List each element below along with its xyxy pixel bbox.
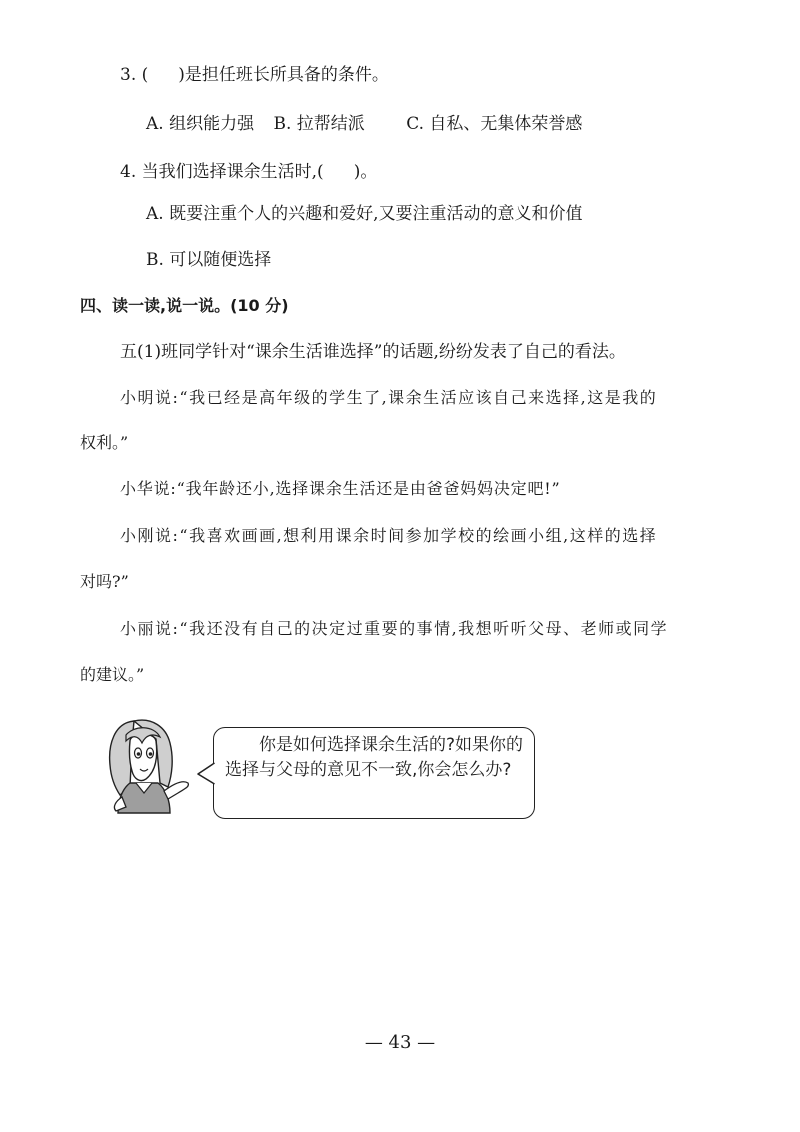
question-4-option-b: B. 可以随便选择: [146, 250, 272, 270]
section-intro: 五(1)班同学针对“课余生活谁选择”的话题,纷纷发表了自己的看法。: [120, 342, 626, 362]
answer-paren-open: (: [317, 162, 324, 182]
question-3-option-c: C. 自私、无集体荣誉感: [406, 114, 583, 134]
xiaohua-statement: 小华说:“我年龄还小,选择课余生活还是由爸爸妈妈决定吧!”: [120, 479, 561, 498]
question-4: [120, 160, 377, 184]
xiaogang-statement-cont: 对吗?”: [80, 572, 129, 591]
xiaoming-statement: 小明说:“我已经是高年级的学生了,课余生活应该自己来选择,这是我的: [120, 388, 658, 407]
question-4-number: 4.: [120, 162, 137, 182]
speech-bubble-text: 你是如何选择课余生活的?如果你的选择与父母的意见不一致,你会怎么办?: [225, 735, 524, 780]
page-number: — 43 —: [364, 1032, 436, 1053]
answer-paren-close: ): [178, 65, 185, 85]
xiaoli-statement: 小丽说:“我还没有自己的决定过重要的事情,我想听听父母、老师或同学: [120, 619, 669, 638]
xiaoli-statement-cont: 的建议。”: [80, 665, 145, 684]
xiaoming-statement-cont: 权利。”: [80, 433, 129, 452]
question-3: [120, 63, 389, 87]
answer-paren-close: )。: [353, 162, 378, 182]
question-4-option-a: A. 既要注重个人的兴趣和爱好,又要注重活动的意义和价值: [146, 204, 583, 224]
question-4-stem: 当我们选择课余生活时,: [141, 162, 318, 182]
question-3-option-b: B. 拉帮结派: [273, 114, 365, 134]
answer-paren-open: (: [141, 65, 149, 85]
question-3-number: 3.: [120, 65, 137, 85]
speech-bubble-tail: [196, 762, 216, 788]
xiaogang-statement: 小刚说:“我喜欢画画,想利用课余时间参加学校的绘画小组,这样的选择: [120, 526, 658, 545]
question-3-stem: 是担任班长所具备的条件。: [184, 65, 389, 85]
question-3-option-a: A. 组织能力强: [146, 114, 255, 134]
section-heading: 四、读一读,说一说。(10 分): [80, 296, 289, 315]
question-3-options: [146, 112, 582, 136]
cartoon-girl-illustration: [96, 713, 206, 821]
